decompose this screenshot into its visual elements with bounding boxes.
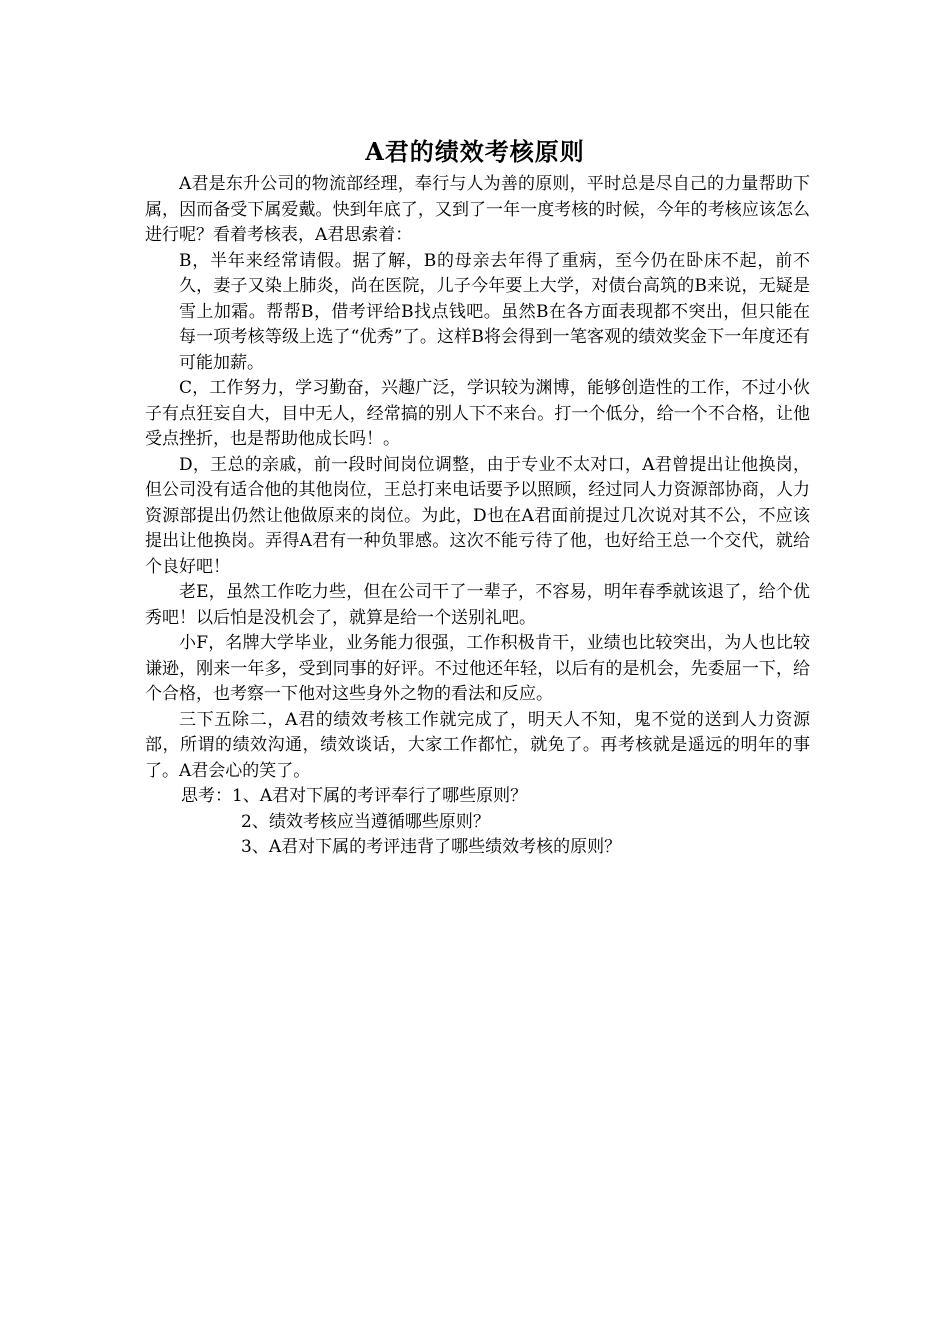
document-title: A君的绩效考核原则 bbox=[365, 137, 585, 166]
paragraph-employee-e: 老E，虽然工作吃力些，但在公司干了一辈子，不容易，明年春季就该退了，给个优秀吧！以后怕是没机会了，就算是给一个送别礼吧。 bbox=[145, 582, 810, 628]
question-item: 3、A君对下属的考评违背了哪些绩效考核的原则？ bbox=[241, 837, 622, 857]
questions-label: 思考： bbox=[181, 786, 232, 806]
paragraph-employee-d: D，王总的亲戚，前一段时间岗位调整，由于专业不太对口，A君曾提出让他换岗，但公司没有适合他的其他岗位，王总打来电话要予以照顾，经过同人力资源部协商，人力资源部提出仍然让他做原来的岗位。为此，D也在A君面前提过几次说对其不公，不应该提出让他换岗。弄得A君有一种负罪感。这次不能亏待了他，也好给王总一个交代，就给个良好吧！ bbox=[145, 454, 810, 577]
intro-paragraph: A君是东升公司的物流部经理，奉行与人为善的原则，平时总是尽自己的力量帮助下属，因而备受下属爱戴。快到年底了，又到了一年一度考核的时候，今年的考核应该怎么进行呢？看着考核表，A君思索着： bbox=[145, 174, 810, 245]
question-item: 1、A君对下属的考评奉行了哪些原则？ bbox=[232, 786, 528, 806]
paragraph-employee-c: C，工作努力，学习勤奋，兴趣广泛，学识较为渊博，能够创造性的工作，不过小伙子有点狂妄自大，目中无人，经常搞的别人下不来台。打一个低分，给一个不合格，让他受点挫折，也是帮助他成长吗！。 bbox=[145, 378, 810, 449]
question-row bbox=[145, 784, 810, 810]
question-row bbox=[145, 835, 810, 861]
document-body bbox=[145, 172, 810, 861]
closing-paragraph: 三下五除二，A君的绩效考核工作就完成了，明天人不知，鬼不觉的送到人力资源部，所谓的绩效沟通，绩效谈话，大家工作都忙，就免了。再考核就是遥远的明年的事了。A君会心的笑了。 bbox=[145, 709, 810, 781]
paragraph-employee-f: 小F，名牌大学毕业，业务能力很强，工作积极肯干，业绩也比较突出，为人也比较谦逊，刚来一年多，受到同事的好评。不过他还年轻，以后有的是机会，先委屈一下，给个合格，也考察一下他对这些身外之物的看法和反应。 bbox=[145, 633, 810, 704]
paragraph-employee-b: B，半年来经常请假。据了解，B的母亲去年得了重病，至今仍在卧床不起，前不久，妻子又染上肺炎，尚在医院，儿子今年要上大学，对债台高筑的B来说，无疑是雪上加霜。帮帮B，借考评给B找点钱吧。虽然B在各方面表现都不突出，但只能在每一项考核等级上选了“优秀”了。这样B将会得到一笔客观的绩效奖金下一年度还有可能加薪。 bbox=[179, 250, 810, 373]
question-item: 2、绩效考核应当遵循哪些原则？ bbox=[241, 811, 490, 832]
question-row bbox=[145, 810, 810, 836]
